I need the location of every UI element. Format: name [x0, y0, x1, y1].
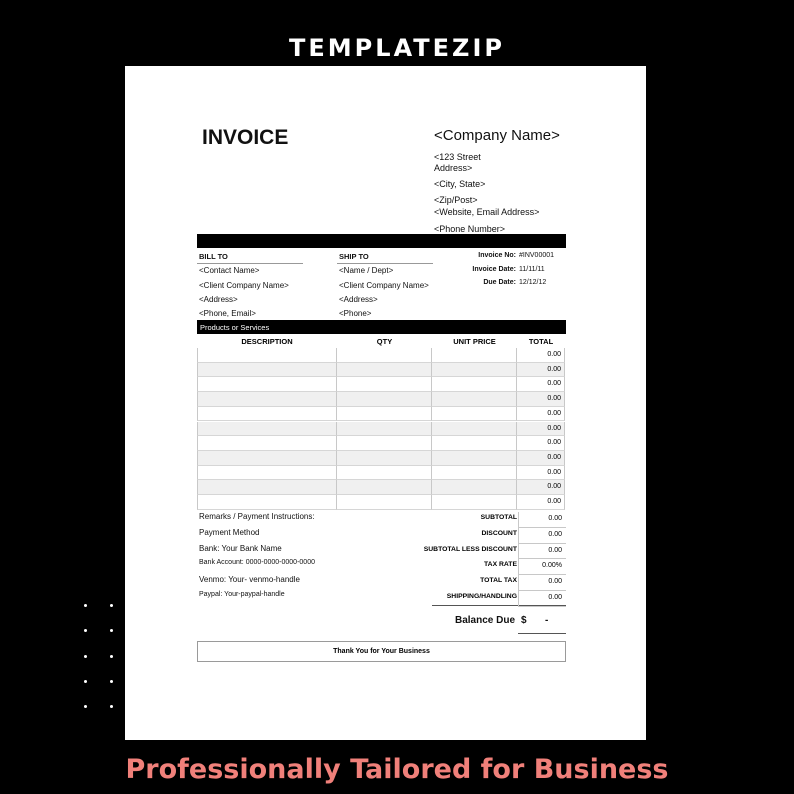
description-cell — [197, 451, 337, 466]
row-total-value: 0.00 — [547, 395, 561, 403]
unit-price-cell — [432, 480, 517, 495]
total-cell — [517, 392, 565, 407]
invoice-title: INVOICE — [202, 126, 289, 149]
bill-to-line: <Client Company Name> — [199, 281, 289, 290]
bill-to-heading: BILL TO — [199, 252, 228, 261]
table-row — [197, 422, 565, 437]
unit-price-cell — [432, 466, 517, 481]
total-cell — [517, 422, 565, 437]
qty-cell — [337, 363, 432, 378]
company-name: <Company Name> — [434, 127, 560, 144]
qty-cell — [337, 495, 432, 510]
summary-label: TOTAL TAX — [480, 577, 517, 585]
col-description: DESCRIPTION — [241, 337, 293, 346]
ship-to-heading: SHIP TO — [339, 252, 369, 261]
row-total-value: 0.00 — [547, 483, 561, 491]
table-row — [197, 377, 565, 392]
row-total-value: 0.00 — [547, 453, 561, 461]
invoice-page — [125, 66, 646, 740]
qty-cell — [337, 348, 432, 363]
summary-value: 0.00% — [542, 562, 562, 570]
invoice-date-value: 11/11/11 — [519, 266, 545, 273]
table-row — [197, 348, 565, 363]
address-line: <Website, Email Address> — [434, 207, 540, 217]
payment-method: Payment Method — [199, 528, 260, 537]
address-line: <Zip/Post> — [434, 195, 478, 205]
ship-to-line: <Phone> — [339, 309, 372, 318]
summary-value: 0.00 — [548, 594, 562, 601]
description-cell — [197, 407, 337, 422]
table-header-row — [197, 334, 565, 348]
due-date-label: Due Date: — [483, 279, 516, 286]
summary-label: SUBTOTAL — [480, 514, 517, 521]
qty-cell — [337, 377, 432, 392]
venmo-handle: Venmo: Your- venmo-handle — [199, 575, 300, 584]
total-cell — [517, 407, 565, 422]
description-cell — [197, 466, 337, 481]
table-row — [197, 480, 565, 495]
table-row — [197, 495, 565, 510]
thank-you-box — [197, 641, 566, 662]
col-qty: QTY — [376, 337, 393, 346]
bill-to-line: <Address> — [199, 295, 238, 304]
invoice-no-label: Invoice No: — [478, 252, 516, 259]
paypal-handle: Paypal: Your-paypal-handle — [199, 591, 285, 598]
products-bar — [197, 320, 566, 334]
invoice-date-label: Invoice Date: — [472, 266, 516, 273]
summary-value: 0.00 — [548, 578, 562, 586]
address-line: <Phone Number> — [434, 224, 506, 234]
total-cell — [517, 451, 565, 466]
qty-cell — [337, 480, 432, 495]
total-cell — [517, 495, 565, 510]
summary-value: 0.00 — [548, 546, 562, 554]
table-row — [197, 407, 565, 422]
brand-title: TEMPLATEZIP — [289, 34, 505, 62]
bill-to-line: <Contact Name> — [199, 266, 260, 275]
total-cell — [517, 466, 565, 481]
unit-price-cell — [432, 348, 517, 363]
row-total-value: 0.00 — [547, 380, 561, 388]
bank-name: Bank: Your Bank Name — [199, 544, 282, 553]
header-divider-bar — [197, 234, 566, 248]
unit-price-cell — [432, 451, 517, 466]
bank-account: Bank Account: 0000-0000-0000-0000 — [199, 559, 315, 566]
products-bar-label: Products or Services — [200, 323, 270, 332]
balance-due-currency: $ — [521, 615, 527, 626]
qty-cell — [337, 407, 432, 422]
unit-price-cell — [432, 377, 517, 392]
table-row — [197, 363, 565, 378]
unit-price-cell — [432, 422, 517, 437]
total-cell — [517, 377, 565, 392]
summary-label: SUBTOTAL LESS DISCOUNT — [423, 545, 517, 553]
ship-to-line: <Name / Dept> — [339, 266, 394, 275]
address-line: <City, State> — [434, 179, 486, 189]
qty-cell — [337, 392, 432, 407]
total-cell — [517, 436, 565, 451]
description-cell — [197, 436, 337, 451]
row-total-value: 0.00 — [547, 439, 561, 447]
tagline: Professionally Tailored for Business — [125, 754, 669, 785]
description-cell — [197, 392, 337, 407]
row-total-value: 0.00 — [547, 351, 561, 358]
address-line: <123 Street — [434, 152, 481, 162]
table-row — [197, 451, 565, 466]
row-total-value: 0.00 — [547, 409, 561, 417]
summary-value: 0.00 — [548, 515, 562, 522]
description-cell — [197, 377, 337, 392]
address-line: Address> — [434, 163, 473, 173]
total-cell — [517, 480, 565, 495]
description-cell — [197, 480, 337, 495]
ship-to-underline — [337, 263, 433, 264]
balance-underline — [518, 633, 566, 634]
row-total-value: 0.00 — [547, 468, 561, 476]
bill-to-underline — [197, 263, 303, 264]
qty-cell — [337, 466, 432, 481]
ship-to-line: <Client Company Name> — [339, 281, 429, 290]
summary-value: 0.00 — [548, 530, 562, 538]
summary-label: TAX RATE — [484, 561, 517, 569]
summary-label: DISCOUNT — [481, 529, 517, 537]
unit-price-cell — [432, 495, 517, 510]
qty-cell — [337, 451, 432, 466]
col-total: TOTAL — [528, 337, 554, 346]
total-cell — [517, 348, 565, 363]
bill-to-line: <Phone, Email> — [199, 309, 256, 318]
balance-due-label: Balance Due — [455, 615, 516, 626]
total-cell — [517, 363, 565, 378]
unit-price-cell — [432, 392, 517, 407]
row-total-value: 0.00 — [547, 365, 561, 373]
description-cell — [197, 348, 337, 363]
row-total-value: 0.00 — [547, 498, 561, 505]
unit-price-cell — [432, 407, 517, 422]
row-total-value: 0.00 — [547, 424, 561, 432]
summary-label: SHIPPING/HANDLING — [446, 593, 517, 600]
table-row — [197, 392, 565, 407]
description-cell — [197, 422, 337, 437]
due-date-value: 12/12/12 — [519, 279, 547, 286]
unit-price-cell — [432, 363, 517, 378]
col-unit-price: UNIT PRICE — [453, 337, 496, 346]
qty-cell — [337, 436, 432, 451]
thank-you-text: Thank You for Your Business — [333, 648, 430, 655]
unit-price-cell — [432, 436, 517, 451]
ship-to-line: <Address> — [339, 295, 378, 304]
balance-due-value: - — [545, 615, 549, 626]
qty-cell — [337, 422, 432, 437]
remarks-heading: Remarks / Payment Instructions: — [199, 512, 315, 521]
table-row — [197, 436, 565, 451]
table-row — [197, 466, 565, 481]
description-cell — [197, 363, 337, 378]
invoice-no-value: #INV00001 — [519, 252, 555, 259]
description-cell — [197, 495, 337, 510]
